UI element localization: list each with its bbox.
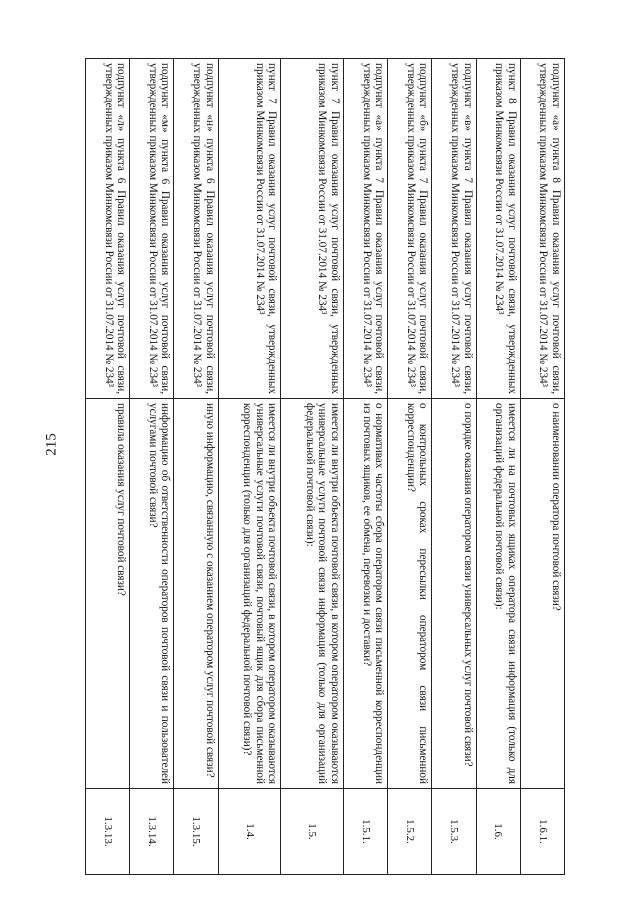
legal-reference-cell: пункт 8 Правил оказания услуг почтовой связи, утвержденных приказом Минкомсвязи России от 31.07.2014 № 234³ bbox=[476, 59, 520, 399]
question-cell: иную информацию, связанную с оказанием оператором услуг почтовой связи? bbox=[174, 399, 218, 789]
legal-reference-cell: пункт 7 Правил оказания услуг почтовой связи, утвержденных приказом Минкомсвязи России от 31.07.2014 № 234³ bbox=[218, 59, 281, 399]
item-number-cell: 1.5.2. bbox=[388, 789, 432, 875]
legal-reference-cell: подпункт «а» пункта 7 Правил оказания услуг почтовой связи, утвержденных приказом Минкомсвязи России от 31.07.2014 № 234³ bbox=[343, 59, 387, 399]
item-number-cell: 1.3.15. bbox=[174, 789, 218, 875]
question-cell: о контрольных сроках пересылки оператором связи письменной корреспонденции? bbox=[388, 399, 432, 789]
legal-reference-cell: подпункт «в» пункта 7 Правил оказания услуг почтовой связи, утвержденных приказом Минкомсвязи России от 31.07.2014 № 234³ bbox=[432, 59, 476, 399]
legal-reference-cell: пункт 7 Правил оказания услуг почтовой связи, утвержденных приказом Минкомсвязи России от 31.07.2014 № 234³ bbox=[281, 59, 344, 399]
legal-reference-cell: подпункт «б» пункта 7 Правил оказания услуг почтовой связи, утвержденных приказом Минкомсвязи России от 31.07.2014 № 234³ bbox=[388, 59, 432, 399]
table-row bbox=[343, 59, 387, 875]
question-cell: имеется ли на почтовых ящиках оператора связи информация (только для организаций федеральной почтовой связи): bbox=[476, 399, 520, 789]
table-row bbox=[476, 59, 520, 875]
table-row bbox=[432, 59, 476, 875]
question-cell: имеется ли внутри объекта почтовой связи, в котором оператором оказываются универсальные услуги почтовой связи, почтовый ящик для сбора письменной корреспонденции (только для организаций федеральной почтовой связи)? bbox=[218, 399, 281, 789]
question-cell: правила оказания услуг почтовой связи? bbox=[86, 399, 130, 789]
table-row bbox=[281, 59, 344, 875]
legal-reference-cell: подпункт «н» пункта 6 Правил оказания услуг почтовой связи, утвержденных приказом Минкомсвязи России от 31.07.2014 № 234³ bbox=[174, 59, 218, 399]
item-number-cell: 1.5.1. bbox=[343, 789, 387, 875]
item-number-cell: 1.6. bbox=[476, 789, 520, 875]
page-number: 215 bbox=[43, 433, 60, 456]
question-cell: о нормативах частоты сбора оператором связи письменной корреспонденции из почтовых ящиков, ее обмена, перевозки и доставки? bbox=[343, 399, 387, 789]
legal-reference-cell: подпункт «м» пункта 6 Правил оказания услуг почтовой связи, утвержденных приказом Минкомсвязи России от 31.07.2014 № 234³ bbox=[130, 59, 174, 399]
checklist-table-frame bbox=[85, 58, 565, 874]
question-cell: информацию об ответственности операторов почтовой связи и пользователей услугами почтовой связи? bbox=[130, 399, 174, 789]
question-cell: о порядке оказания оператором связи универсальных услуг почтовой связи? bbox=[432, 399, 476, 789]
table-row bbox=[520, 59, 564, 875]
item-number-cell: 1.3.13. bbox=[86, 789, 130, 875]
legal-reference-cell: подпункт «л» пункта 6 Правил оказания услуг почтовой связи, утвержденных приказом Минкомсвязи России от 31.07.2014 № 234³ bbox=[86, 59, 130, 399]
item-number-cell: 1.3.14. bbox=[130, 789, 174, 875]
table-row bbox=[174, 59, 218, 875]
item-number-cell: 1.5.3. bbox=[432, 789, 476, 875]
table-row bbox=[388, 59, 432, 875]
question-cell: имеется ли внутри объекта почтовой связи, в котором оператором оказываются универсальные услуги почтовой связи информация (только для организаций федеральной почтовой связи): bbox=[281, 399, 344, 789]
item-number-cell: 1.5. bbox=[281, 789, 344, 875]
table-row bbox=[86, 59, 130, 875]
question-cell: о наименовании оператора почтовой связи? bbox=[520, 399, 564, 789]
legal-reference-cell: подпункт «а» пункта 8 Правил оказания услуг почтовой связи, утвержденных приказом Минкомсвязи России от 31.07.2014 № 234³ bbox=[520, 59, 564, 399]
item-number-cell: 1.6.1. bbox=[520, 789, 564, 875]
table-row bbox=[218, 59, 281, 875]
checklist-table bbox=[85, 58, 565, 875]
table-row bbox=[130, 59, 174, 875]
item-number-cell: 1.4. bbox=[218, 789, 281, 875]
